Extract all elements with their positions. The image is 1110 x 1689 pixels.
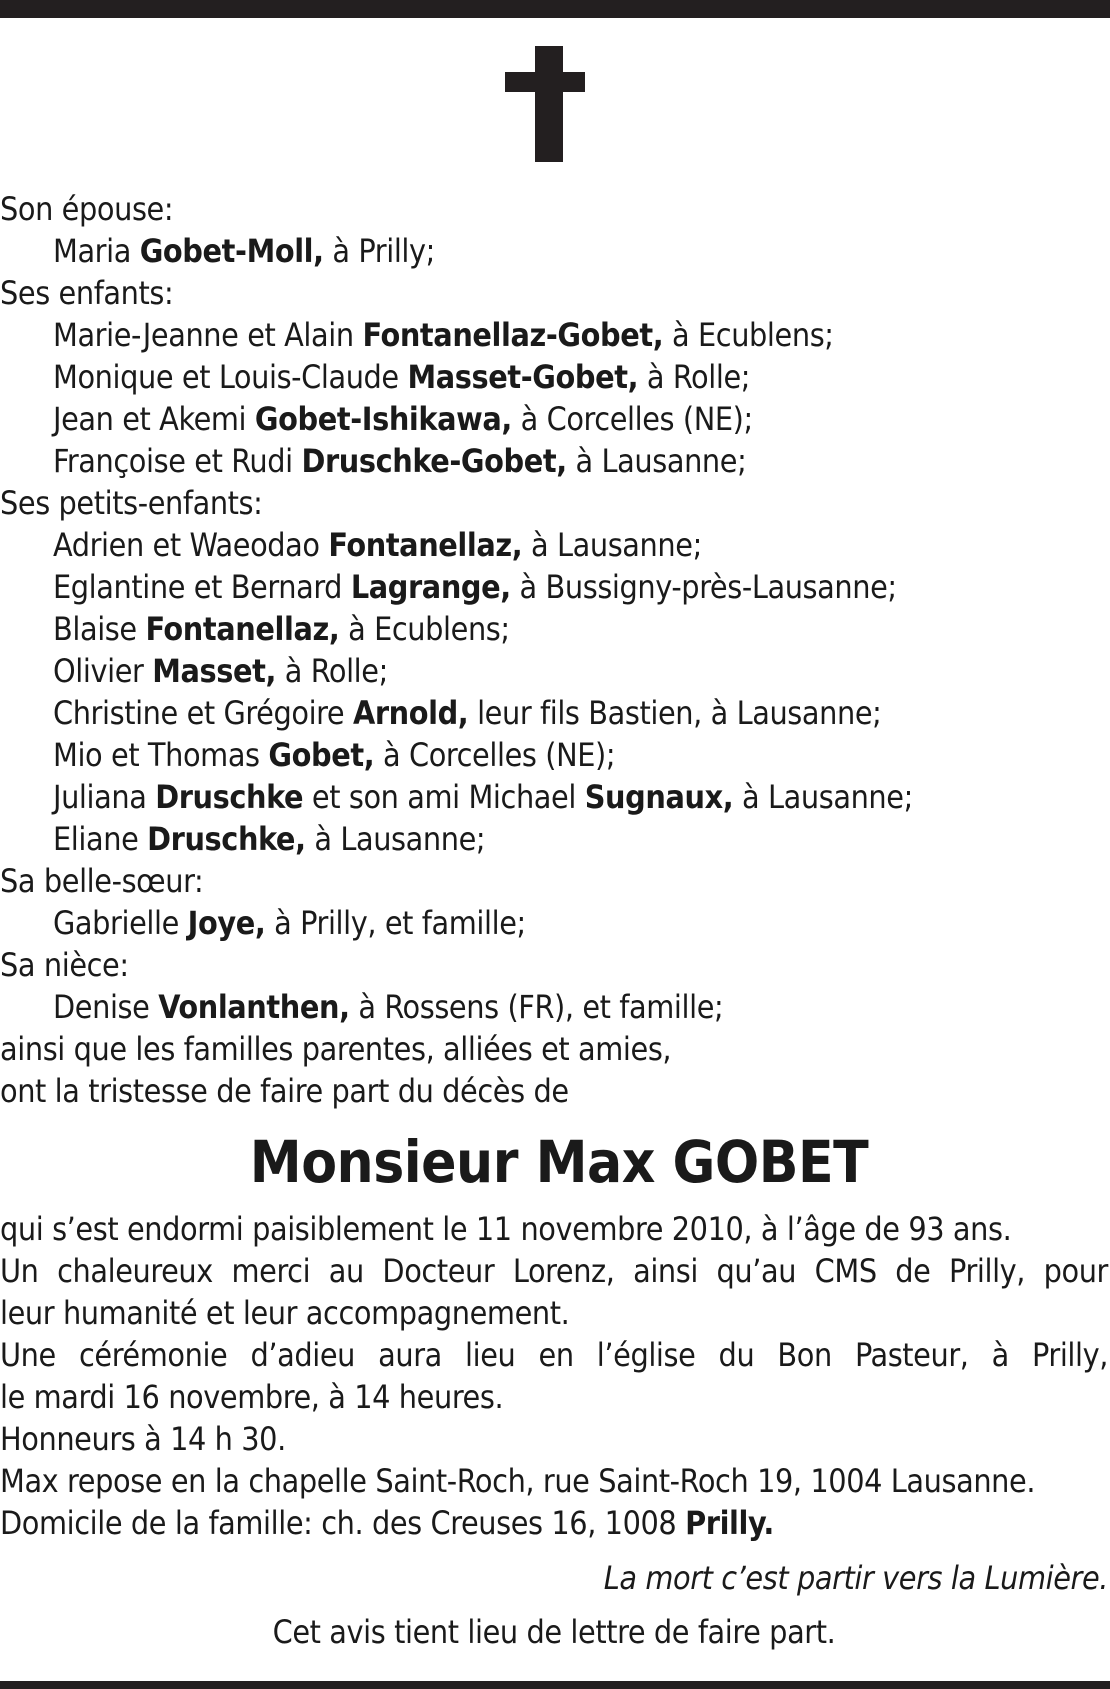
grandchild-line: Eglantine et Bernard Lagrange, à Bussigny-près-Lausanne;	[53, 568, 897, 606]
body-line: Honneurs à 14 h 30.	[0, 1420, 286, 1458]
sister-in-law-label: Sa belle-sœur:	[0, 862, 204, 900]
body-line: Max repose en la chapelle Saint-Roch, rue Saint-Roch 19, 1004 Lausanne.	[0, 1462, 1036, 1500]
child-line: Jean et Akemi Gobet-Ishikawa, à Corcelles (NE);	[53, 400, 753, 438]
deceased-name: Monsieur Max GOBET	[249, 1128, 869, 1196]
grandchildren-label: Ses petits-enfants:	[0, 484, 263, 522]
body-line: le mardi 16 novembre, à 14 heures.	[0, 1378, 504, 1416]
closing-line: ont la tristesse de faire part du décès de	[0, 1072, 569, 1110]
body-line: leur humanité et leur accompagnement.	[0, 1294, 570, 1332]
spouse-line: Maria Gobet-Moll, à Prilly;	[53, 232, 435, 270]
child-line: Françoise et Rudi Druschke-Gobet, à Lausanne;	[53, 442, 747, 480]
grandchild-line: Eliane Druschke, à Lausanne;	[53, 820, 486, 858]
body-line: qui s’est endormi paisiblement le 11 novembre 2010, à l’âge de 93 ans.	[0, 1210, 1012, 1248]
closing-line: ainsi que les familles parentes, alliées et amies,	[0, 1030, 672, 1068]
grandchild-line: Mio et Thomas Gobet, à Corcelles (NE);	[53, 736, 616, 774]
grandchild-line: Christine et Grégoire Arnold, leur fils Bastien, à Lausanne;	[53, 694, 882, 732]
obituary-text	[0, 188, 1108, 1654]
children-label: Ses enfants:	[0, 274, 174, 312]
cross-icon	[0, 0, 1110, 200]
quote: La mort c’est partir vers la Lumière.	[603, 1559, 1108, 1597]
niece-label: Sa nièce:	[0, 946, 129, 984]
footer-note: Cet avis tient lieu de lettre de faire part.	[272, 1613, 836, 1651]
child-line: Marie-Jeanne et Alain Fontanellaz-Gobet, à Ecublens;	[53, 316, 834, 354]
bottom-rule	[0, 1681, 1110, 1689]
sister-in-law-line: Gabrielle Joye, à Prilly, et famille;	[53, 904, 526, 942]
address-line: Domicile de la famille: ch. des Creuses 16, 1008 Prilly.	[0, 1504, 774, 1542]
niece-line: Denise Vonlanthen, à Rossens (FR), et famille;	[53, 988, 724, 1026]
grandchild-line: Olivier Masset, à Rolle;	[53, 652, 388, 690]
spouse-label: Son épouse:	[0, 190, 174, 228]
grandchild-line: Adrien et Waeodao Fontanellaz, à Lausanne;	[53, 526, 702, 564]
body-line: Une cérémonie d’adieu aura lieu en l’église du Bon Pasteur, à Prilly,	[0, 1336, 1108, 1374]
body-line: Un chaleureux merci au Docteur Lorenz, ainsi qu’au CMS de Prilly, pour	[0, 1252, 1108, 1290]
grandchild-line: Blaise Fontanellaz, à Ecublens;	[53, 610, 510, 648]
child-line: Monique et Louis-Claude Masset-Gobet, à Rolle;	[53, 358, 751, 396]
grandchild-line: Juliana Druschke et son ami Michael Sugnaux, à Lausanne;	[53, 778, 913, 816]
